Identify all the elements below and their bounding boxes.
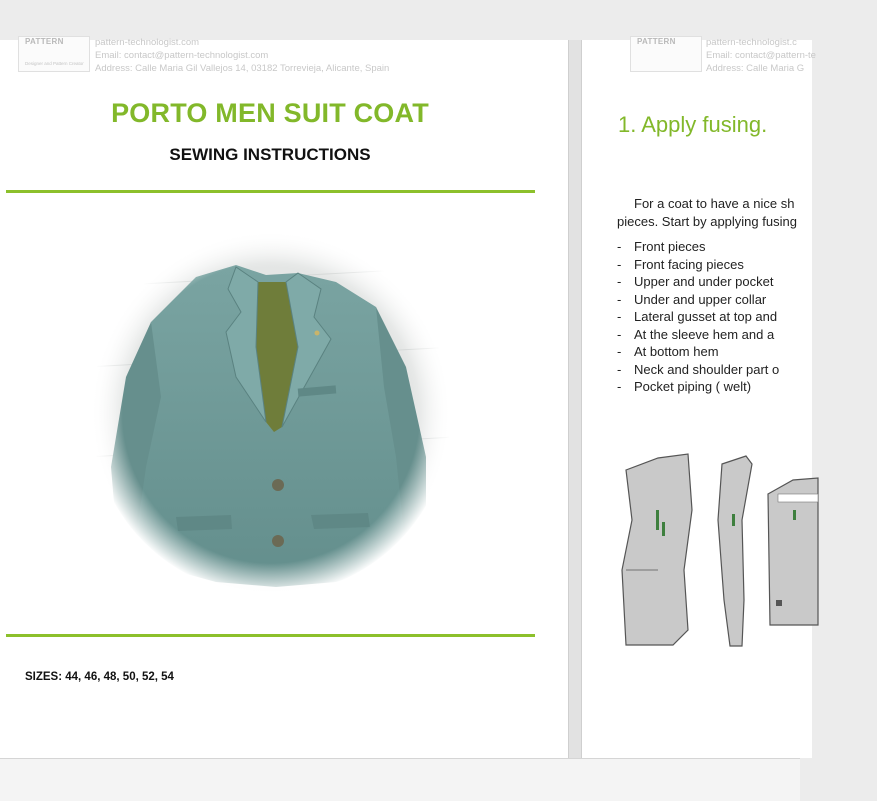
step-paragraph: [617, 195, 877, 231]
sizes-text: SIZES: 44, 46, 48, 50, 52, 54: [25, 671, 174, 683]
contact-info-right: [706, 36, 816, 75]
address-text: Address: Calle Maria Gil Vallejos 14, 03182 Torrevieja, Alicante, Spain: [95, 63, 390, 74]
logo-text-right: PATTERN: [637, 37, 676, 46]
viewer-bottom-bar: [0, 758, 800, 801]
list-item: - Front facing pieces: [634, 256, 779, 274]
list-item: - Lateral gusset at top and: [634, 308, 779, 326]
list-item: - At bottom hem: [634, 343, 779, 361]
paragraph-line-1: For a coat to have a nice sh: [634, 196, 795, 211]
cover-page: [0, 37, 568, 758]
address-text-right: Address: Calle Maria G: [706, 63, 805, 74]
list-item: - At the sleeve hem and a: [634, 326, 779, 344]
step-title: 1. Apply fusing.: [618, 112, 768, 137]
list-item: - Upper and under pocket: [634, 273, 779, 291]
fusing-pieces-list: [634, 238, 779, 396]
document-subtitle: SEWING INSTRUCTIONS: [169, 145, 371, 164]
company-logo: [18, 36, 90, 72]
paragraph-line-2: pieces. Start by applying fusing: [617, 214, 797, 229]
page-gutter: [568, 40, 582, 758]
coat-photo: [86, 227, 456, 599]
list-item: - Pocket piping ( welt): [634, 378, 779, 396]
email-text-right: Email: contact@pattern-te: [706, 50, 816, 61]
divider-top: [6, 190, 535, 193]
list-item: - Front pieces: [634, 238, 779, 256]
list-item: - Under and upper collar: [634, 291, 779, 309]
divider-bottom: [6, 634, 535, 637]
instructions-page: [582, 37, 816, 758]
logo-text: PATTERN: [25, 37, 64, 46]
contact-info: [95, 36, 389, 75]
website-text: pattern-technologist.com: [95, 37, 200, 48]
list-item: - Neck and shoulder part o: [634, 361, 779, 379]
document-title: PORTO MEN SUIT COAT: [111, 98, 429, 128]
email-text: Email: contact@pattern-technologist.com: [95, 50, 269, 61]
company-logo-right: [630, 36, 702, 72]
pattern-pieces-drawing: [618, 450, 818, 660]
website-text-right: pattern-technologist.c: [706, 37, 797, 48]
logo-subtext: Designer and Pattern Creator: [25, 61, 84, 66]
